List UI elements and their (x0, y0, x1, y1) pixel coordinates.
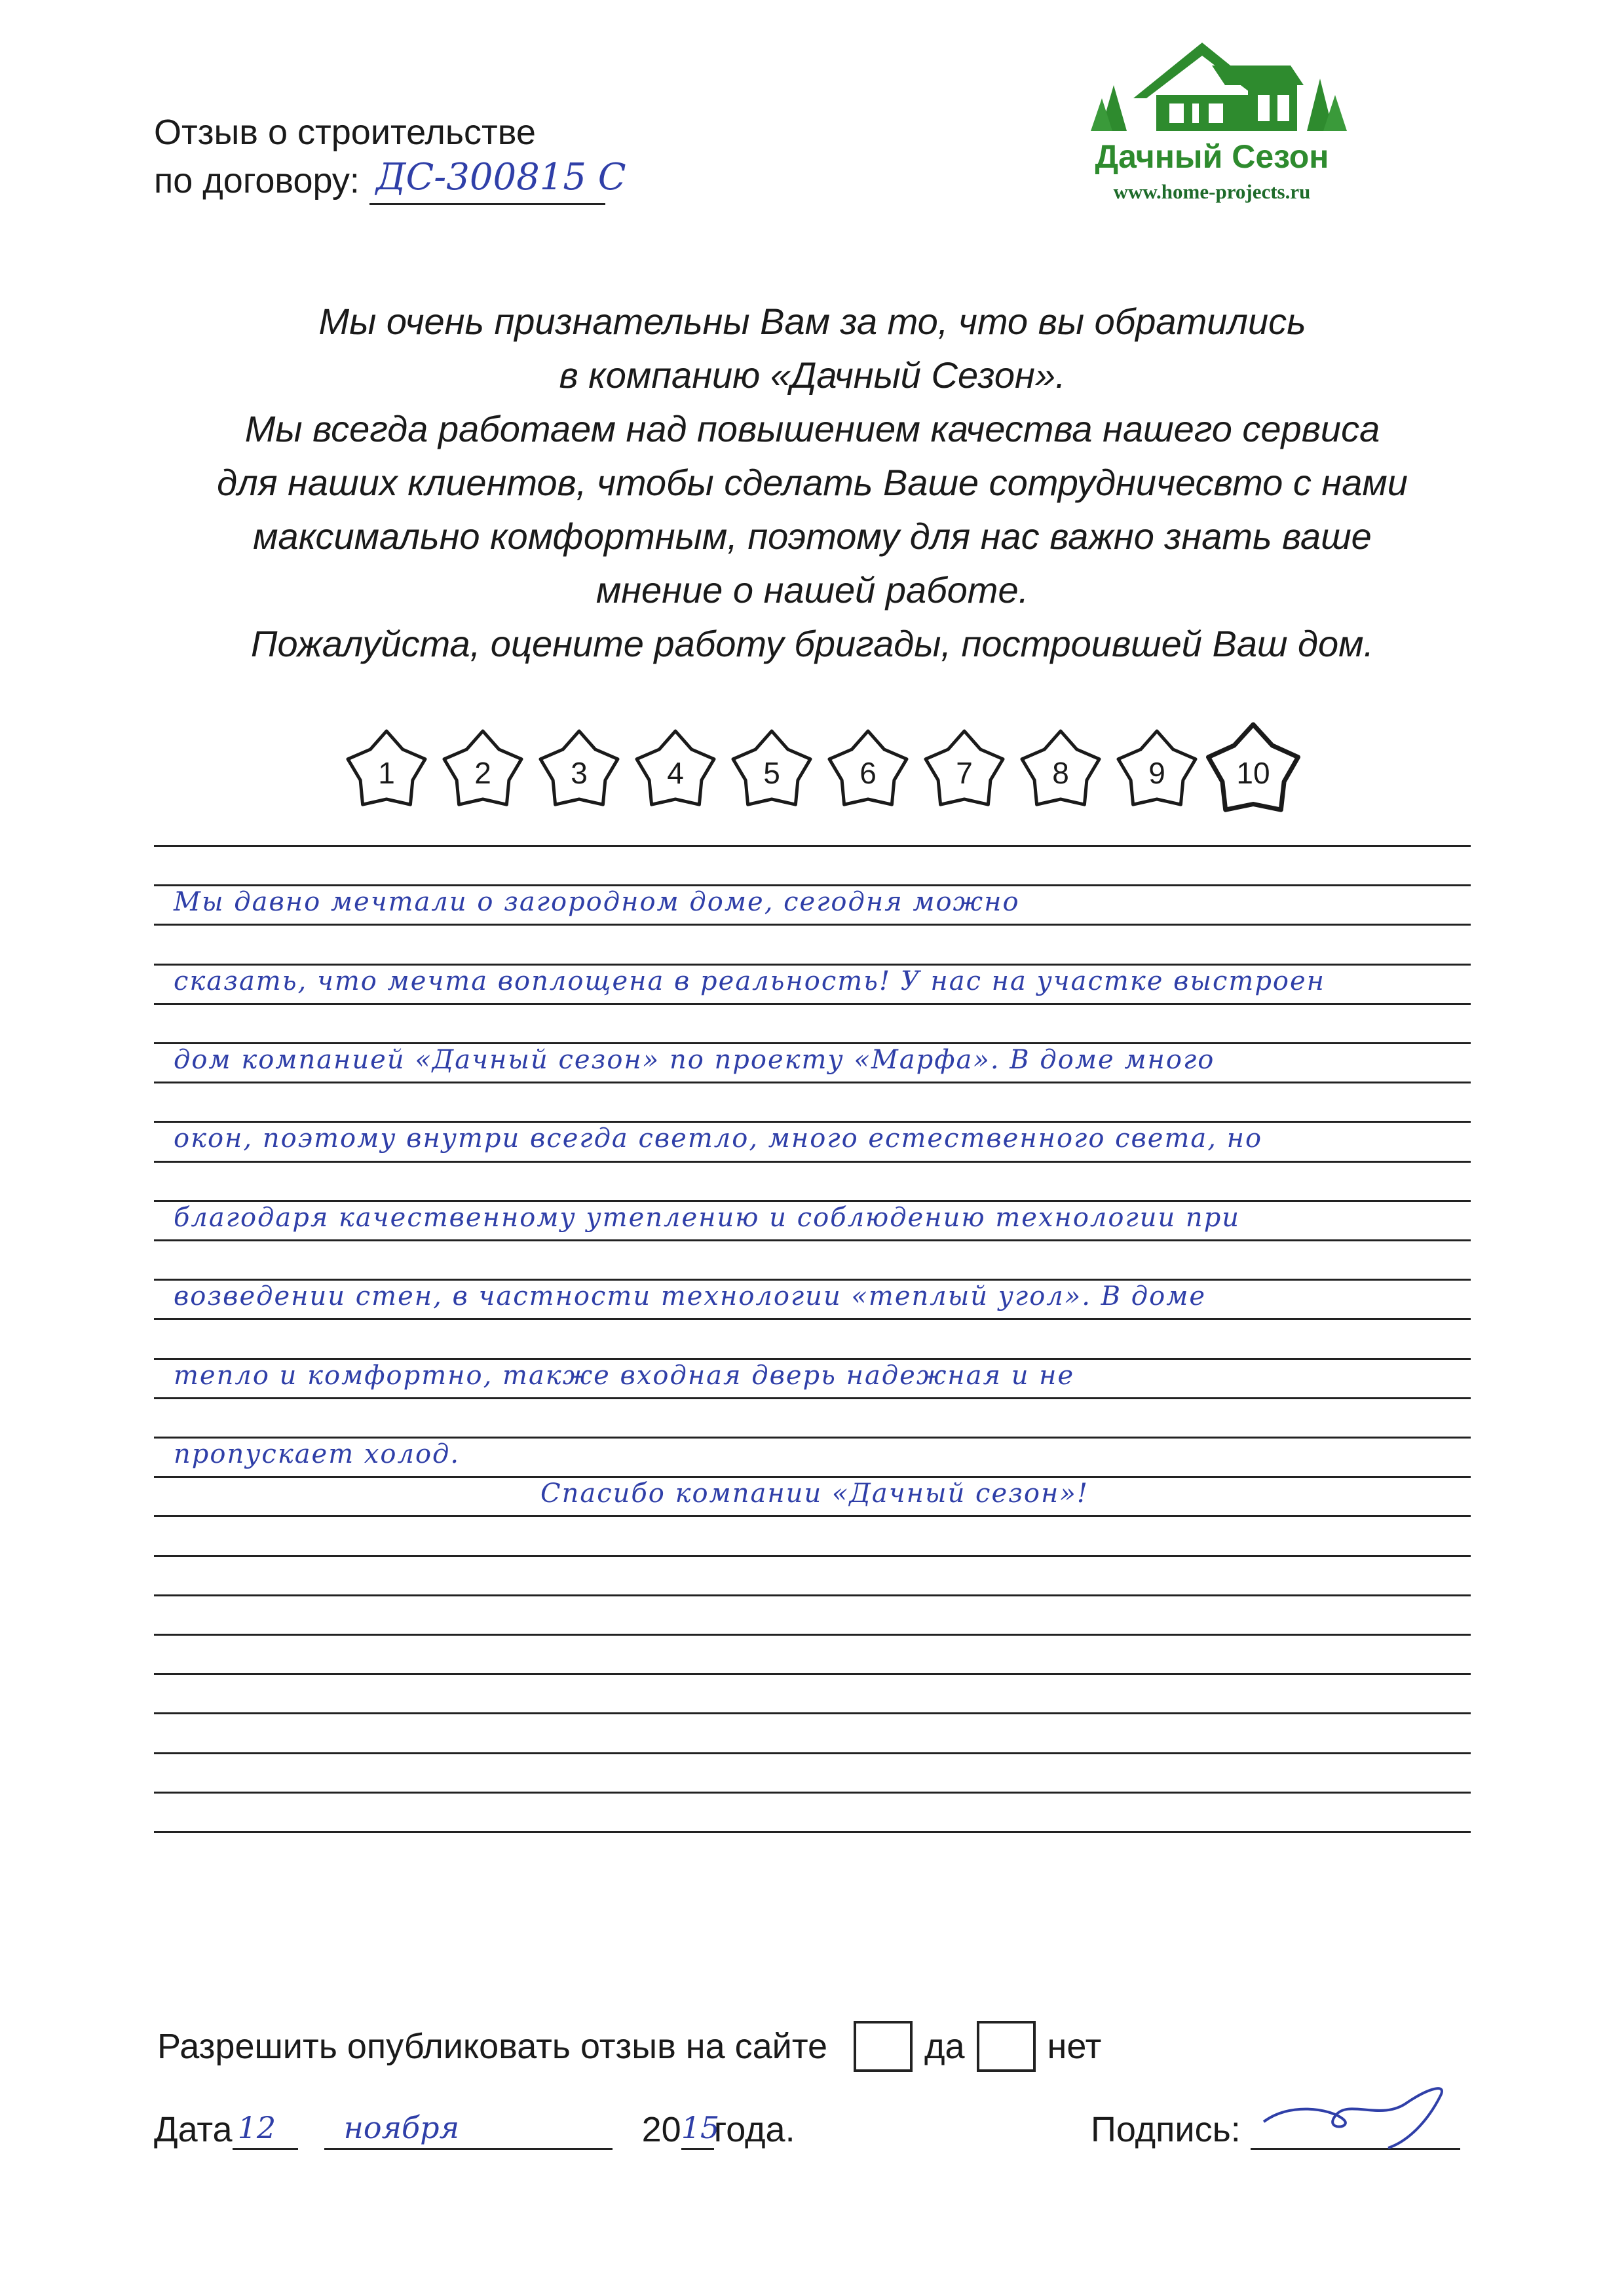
date-row (154, 2109, 795, 2150)
writing-line (154, 1712, 1471, 1714)
publish-yes-label: да (924, 2027, 965, 2066)
star-number: 9 (1148, 756, 1165, 790)
year-word: года. (713, 2110, 795, 2149)
date-year-field[interactable] (681, 2110, 720, 2150)
writing-line (154, 1673, 1471, 1675)
writing-line (154, 1397, 1471, 1399)
publish-label: Разрешить опубликовать отзыв на сайте (157, 2027, 827, 2066)
star-number: 4 (667, 756, 684, 790)
rating-star-5[interactable] (733, 731, 810, 804)
intro-line: для наших клиентов, чтобы сделать Ваше сотрудничесвто с нами (217, 462, 1408, 503)
writing-line (154, 1515, 1471, 1517)
intro-line: Мы всегда работаем над повышением качества нашего сервиса (244, 408, 1380, 449)
review-handwritten-line: сказать, что мечта воплощена в реальность! У нас на участке выстроен (174, 966, 1326, 996)
writing-line (154, 884, 1471, 886)
signature-scribble (1251, 2076, 1460, 2155)
review-handwritten-line: Спасибо компании «Дачный сезон»! (540, 1478, 1089, 1509)
date-year: 15 (681, 2110, 720, 2145)
review-handwritten-line: окон, поэтому внутри всегда светло, много естественного света, но (174, 1123, 1263, 1154)
year-prefix: 20 (641, 2110, 681, 2149)
date-month: ноября (343, 2110, 460, 2145)
review-handwritten-line: дом компанией «Дачный сезон» по проекту «Марфа». В доме много (174, 1045, 1215, 1075)
writing-line (154, 1279, 1471, 1281)
review-handwritten-line: пропускает холод. (174, 1439, 461, 1469)
rating-star-7[interactable] (926, 731, 1003, 804)
writing-line (154, 1042, 1471, 1044)
signature-label: Подпись: (1091, 2110, 1241, 2149)
writing-line (154, 1239, 1471, 1241)
intro-line: Мы очень признательны Вам за то, что вы обратились (318, 301, 1306, 342)
review-handwritten-line: тепло и комфортно, также входная дверь надежная и не (174, 1360, 1075, 1391)
company-logo (1061, 39, 1363, 210)
star-number: 5 (763, 756, 780, 790)
star-number: 8 (1052, 756, 1069, 790)
publish-permission (157, 2021, 1101, 2072)
form-header (154, 108, 626, 205)
intro-text (98, 295, 1526, 671)
writing-line (154, 1318, 1471, 1320)
writing-line (154, 1437, 1471, 1439)
signature-row (1091, 2109, 1460, 2150)
writing-line (154, 1003, 1471, 1005)
star-number: 1 (378, 756, 395, 790)
writing-line (154, 1831, 1471, 1833)
date-month-field[interactable] (324, 2111, 613, 2150)
date-day: 12 (237, 2110, 276, 2145)
intro-line: мнение о нашей работе. (595, 569, 1029, 611)
writing-line (154, 1082, 1471, 1083)
contract-number-field[interactable] (369, 156, 626, 205)
date-label: Дата (154, 2110, 233, 2149)
rating-star-2[interactable] (444, 731, 521, 804)
date-day-field[interactable] (233, 2111, 298, 2150)
review-handwritten-line: благодаря качественному утеплению и соблюдению технологии при (174, 1202, 1241, 1233)
writing-line (154, 1121, 1471, 1123)
writing-line (154, 1555, 1471, 1557)
logo-url[interactable]: www.home-projects.ru (1113, 180, 1311, 203)
writing-line (154, 1161, 1471, 1163)
rating-star-4[interactable] (637, 731, 714, 804)
rating-star-1[interactable] (348, 731, 425, 804)
rating-star-6[interactable] (829, 731, 907, 804)
contract-number: ДС-300815 С (375, 156, 626, 198)
signature-field[interactable] (1251, 2111, 1460, 2150)
review-handwritten-line: Мы давно мечтали о загородном доме, сегодня можно (174, 887, 1020, 918)
star-number: 7 (956, 756, 973, 790)
contract-row (154, 156, 626, 205)
house-logo-icon (1061, 39, 1363, 138)
publish-no-checkbox[interactable] (977, 2021, 1036, 2072)
contract-label: по договору: (154, 161, 360, 200)
writing-line (154, 1634, 1471, 1636)
publish-no-label: нет (1047, 2027, 1102, 2066)
writing-line (154, 1752, 1471, 1754)
rating-star-9[interactable] (1118, 731, 1196, 804)
star-rating-svg (341, 721, 1310, 819)
form-title: Отзыв о строительстве (154, 113, 536, 152)
rating-star-10[interactable] (1209, 725, 1298, 810)
rating-star-8[interactable] (1022, 731, 1099, 804)
writing-line (154, 1476, 1471, 1478)
star-number: 2 (474, 756, 491, 790)
writing-line (154, 845, 1471, 847)
rating-star-3[interactable] (540, 731, 618, 804)
publish-yes-checkbox[interactable] (854, 2021, 913, 2072)
intro-line: Пожалуйста, оцените работу бригады, построившей Ваш дом. (250, 623, 1374, 664)
review-handwritten-line: возведении стен, в частности технологии «теплый угол». В доме (174, 1281, 1207, 1312)
intro-line: в компанию «Дачный Сезон». (559, 354, 1066, 396)
star-number: 6 (859, 756, 877, 790)
star-number: 10 (1236, 756, 1270, 790)
writing-line (154, 1200, 1471, 1202)
writing-line (154, 924, 1471, 926)
writing-line (154, 1358, 1471, 1360)
star-number: 3 (571, 756, 588, 790)
writing-line (154, 1594, 1471, 1596)
writing-line (154, 964, 1471, 966)
intro-line: максимально комфортным, поэтому для нас важно знать ваше (253, 516, 1372, 557)
writing-line (154, 1792, 1471, 1794)
logo-company-name: Дачный Сезон (1095, 138, 1329, 175)
star-rating (341, 721, 1310, 822)
